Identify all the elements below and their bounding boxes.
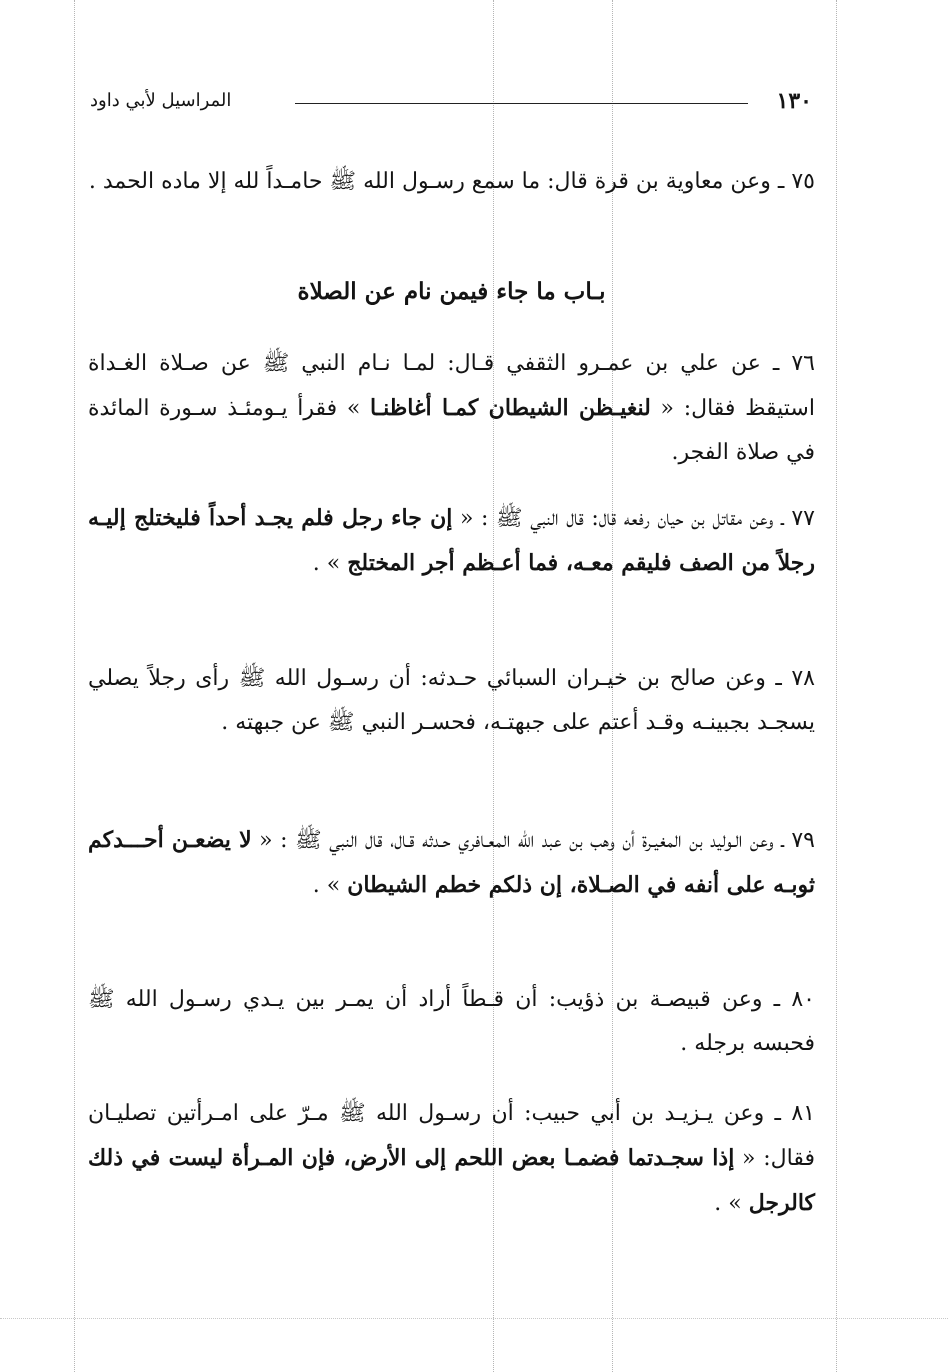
scan-guide-line [74, 0, 75, 1372]
hadith-77 [88, 496, 815, 586]
hadith-number: ٧٩ [791, 828, 815, 853]
section-heading: بـاب ما جاء فيمن نام عن الصلاة [297, 278, 606, 305]
hadith-80 [88, 978, 815, 1066]
hadith-76 [88, 342, 815, 475]
hadith-text: ـ وعن معاوية بن قرة قال: ما سمع رسـول الله ﷺ حامـداً لله إلا ماده الحمد . [88, 169, 792, 194]
hadith-79 [88, 818, 815, 908]
book-title: المراسيل لأبي داود [90, 90, 232, 111]
hadith-text-end: » . [312, 873, 348, 898]
hadith-text: ـ عن علي بن عمـرو الثقفي قـال: لمـا نـام النبي ﷺ عن صـلاة الغـداة استيقظ فقال: « [88, 351, 815, 421]
hadith-text: ـ وعن مقاتل بن حيان رفعه قال: قال النبي ﷺ : « [452, 506, 792, 531]
hadith-81 [88, 1092, 815, 1226]
prophetic-saying: لا يضعـن أحـــدكم ثوبـه على أنفه في الصـلاة، إن ذلكم خطم الشيطان [88, 827, 815, 898]
prophetic-saying: إن جاء رجل فلم يجـد أحداً فليختلج إليـه رجلاً من الصف فليقم معـه، فما أعـظم أجر المختلج [88, 505, 815, 576]
hadith-text: ـ وعن الـوليد بن المغيـرة أن وهب بن عبد الله المعـافري حـدثه قـال، قال النبي ﷺ : « [251, 828, 792, 853]
hadith-number: ٧٨ [791, 666, 815, 691]
hadith-number: ٨٠ [791, 987, 815, 1012]
hadith-text-end: » . [714, 1191, 749, 1216]
scan-guide-line [0, 1318, 948, 1319]
header-rule [295, 103, 748, 104]
prophetic-saying: إذا سجـدتما فضمـا بعض اللحم إلى الأرض، فإن المـرأة ليست في ذلك كالرجل [88, 1145, 815, 1216]
hadith-number: ٧٥ [791, 169, 815, 194]
hadith-75 [88, 160, 815, 204]
hadith-text: ـ وعن صالح بن خيـران السبائي حـدثه: أن رسـول الله ﷺ رأى رجلاً يصلي يسجـد بجبينـه وقـد أعتم على جبهتـه، فحسـر النبي ﷺ عن جبهته . [88, 666, 815, 735]
prophetic-saying: لنغيـظن الشيطان كمـا أغاظنـا [370, 395, 651, 421]
hadith-number: ٨١ [791, 1101, 815, 1126]
hadith-text-end: » فقرأ يـومئـذ سـورة المائدة في صلاة الفجر. [88, 396, 815, 465]
running-header [90, 88, 820, 118]
hadith-text: ـ وعن قبيصـة بن ذؤيب: أن قـطاً أراد أن يمـر بين يـدي رسـول الله ﷺ فحبسه برجله . [88, 987, 815, 1056]
scan-guide-line [836, 0, 837, 1372]
page-number: ١٣٠ [776, 88, 812, 114]
hadith-number: ٧٧ [791, 506, 815, 531]
hadith-number: ٧٦ [791, 351, 815, 376]
hadith-78 [88, 657, 815, 745]
hadith-text-end: » . [312, 551, 348, 576]
hadith-text: ـ وعن يـزيـد بن أبي حبيب: أن رسـول الله ﷺ مـرّ على امـرأتين تصليـان فقال: « [88, 1101, 815, 1171]
